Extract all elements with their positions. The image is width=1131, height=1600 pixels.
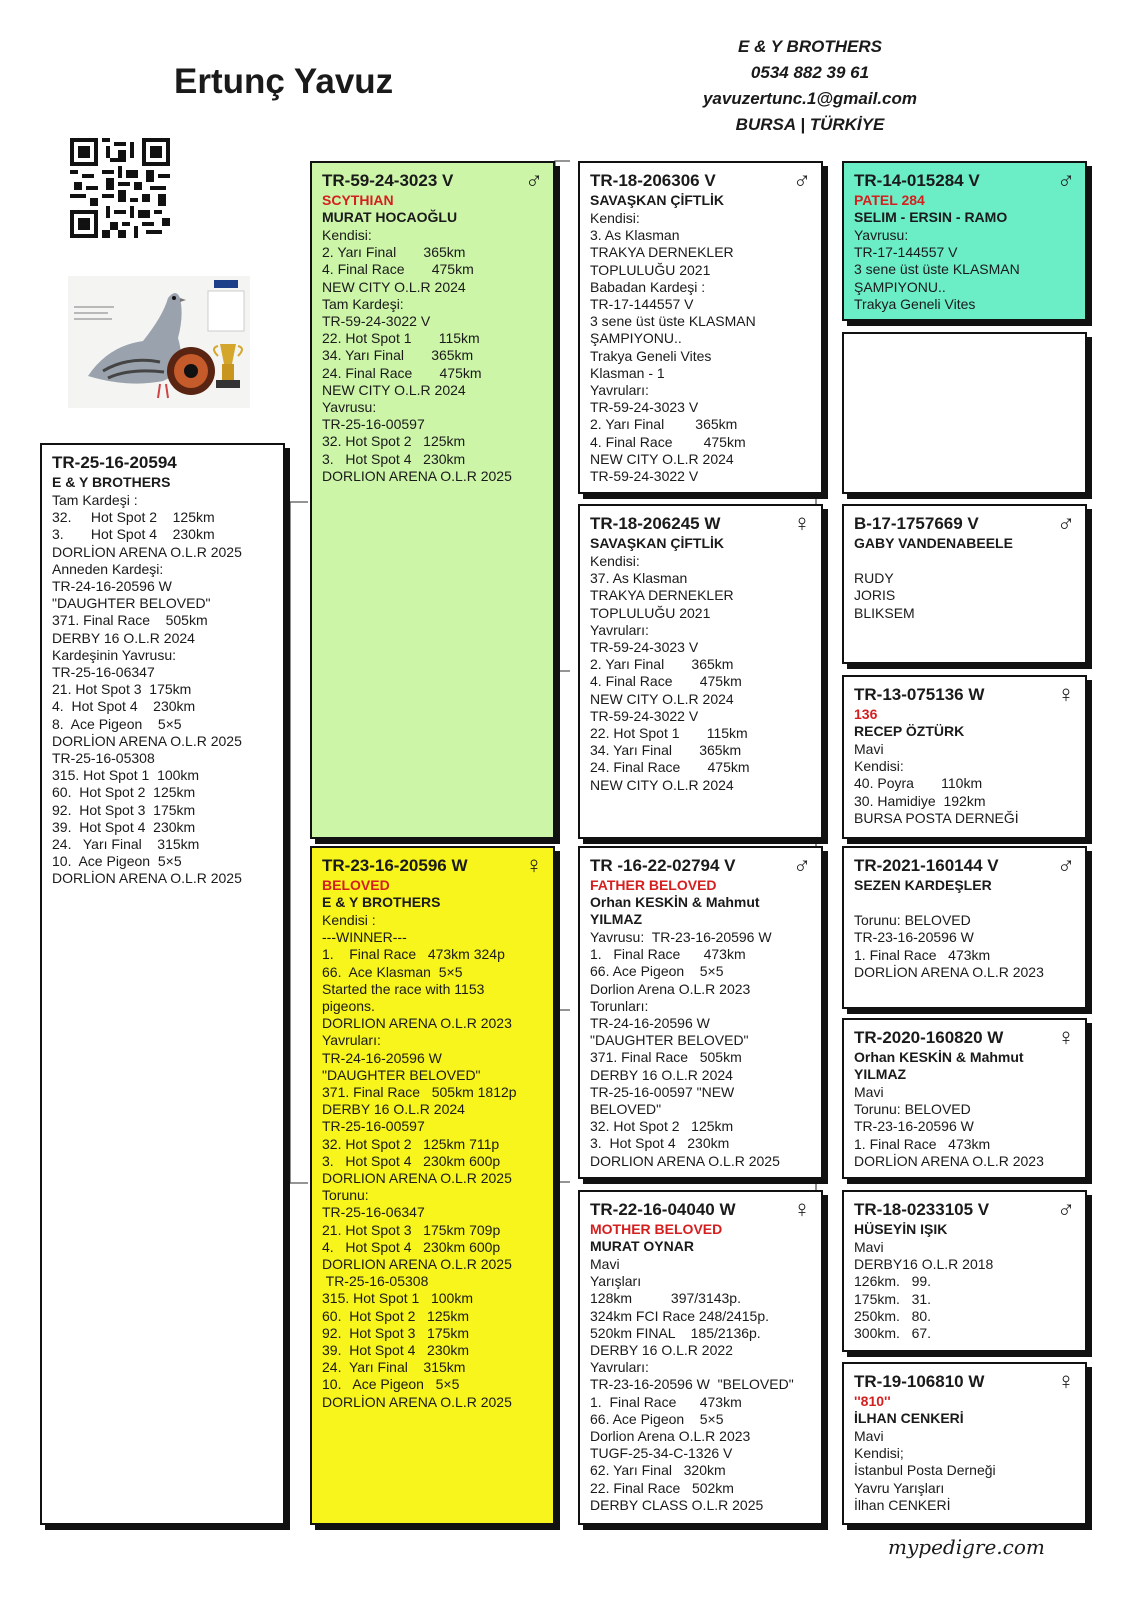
breeder: E & Y BROTHERS (322, 894, 441, 910)
ring-number: TR-18-206306 V (590, 171, 716, 190)
breeder: Orhan KESKİN & Mahmut YILMAZ (590, 894, 760, 927)
sire-dam-card (578, 504, 823, 839)
female-symbol-icon: ♀ (1057, 681, 1075, 708)
dam-dam-dam-card (842, 1362, 1087, 1525)
male-symbol-icon: ♂ (793, 167, 811, 194)
female-symbol-icon: ♀ (793, 1196, 811, 1223)
pedigree-notes: Torunu: BELOVED TR-23-16-20596 W 1. Final Race 473km DORLİON ARENA O.L.R 2023 (854, 912, 1044, 980)
dam-card (310, 846, 555, 1525)
ring-number: TR -16-22-02794 V (590, 856, 736, 875)
ring-number: TR-25-16-20594 (52, 453, 177, 472)
sire-sire-dam-card (842, 332, 1087, 494)
dam-sire-card (578, 846, 823, 1179)
male-symbol-icon: ♂ (1057, 167, 1075, 194)
pigeon-name: FATHER BELOVED (590, 877, 717, 893)
location: BURSA | TÜRKİYE (735, 115, 885, 134)
female-symbol-icon: ♀ (525, 852, 543, 879)
dam-dam-sire-card (842, 1190, 1087, 1352)
ring-number: TR-14-015284 V (854, 171, 980, 190)
breeder: E & Y BROTHERS (52, 474, 171, 490)
sire-card (310, 161, 555, 839)
pedigree-notes: RUDY JORIS BLIKSEM (854, 570, 915, 621)
phone-number: 0534 882 39 61 (750, 63, 870, 82)
pigeon-name: 136 (854, 706, 878, 722)
sire-sire-card (578, 161, 823, 494)
breeder: SAVAŞKAN ÇİFTLİK (590, 535, 725, 551)
pedigree-notes: Yavrusu: TR-23-16-20596 W 1. Final Race 473km 66. Ace Pigeon 5×5 Dorlion Arena O.L.R 2023 Torunları: TR-24-16-20596 W "DAUGHTER BELOVED" 371. Final Race 505km DERBY 16 O.L.R 2024 TR-25-16-00597 "NEW BELOVED" 32. Hot Spot 2 125km 3. Hot Spot 4 230km DORLION ARENA O.L.R 2025 (590, 929, 780, 1169)
breeder: SAVAŞKAN ÇİFTLİK (590, 192, 725, 208)
pigeon-name: BELOVED (322, 877, 390, 893)
sire-sire-sire-card (842, 161, 1087, 321)
pedigree-notes: Kendisi: 37. As Klasman TRAKYA DERNEKLER TOPLULUĞU 2021 Yavruları: TR-59-24-3023 V 2. Yarı Final 365km 4. Final Race 475km NEW CITY O.L.R 2024 TR-59-24-3022 V 22. Hot Spot 1 115km 34. Yarı Final 365km 24. Final Race 475km NEW CITY O.L.R 2024 (590, 553, 750, 793)
ring-number: TR-22-16-04040 W (590, 1200, 736, 1219)
male-symbol-icon: ♂ (1057, 510, 1075, 537)
male-symbol-icon: ♂ (1057, 852, 1075, 879)
pedigree-notes: Mavi DERBY16 O.L.R 2018 126km. 99. 175km. 31. 250km. 80. 300km. 67. (854, 1239, 994, 1342)
ring-number: TR-19-106810 W (854, 1372, 985, 1391)
pedigree-notes: Tam Kardeşi : 32. Hot Spot 2 125km 3. Hot Spot 4 230km DORLİON ARENA O.L.R 2025 Anneden Kardeşi: TR-24-16-20596 W "DAUGHTER BELOVED" 371. Final Race 505km DERBY 16 O.L.R 2024 Kardeşinin Yavrusu: TR-25-16-06347 21. Hot Spot 3 175km 4. Hot Spot 4 230km 8. Ace Pigeon 5×5 DORLİON ARENA O.L.R 2025 TR-25-16-05308 315. Hot Spot 1 100km 60. Hot Spot 2 125km 92. Hot Spot 3 175km 39. Hot Spot 4 230km 24. Yarı Final 315km 10. Ace Pigeon 5×5 DORLİON ARENA O.L.R 2025 (52, 492, 242, 887)
breeder: HÜSEYİN IŞIK (854, 1221, 948, 1237)
pedigree-notes: Mavi Yarışları 128km 397/3143p. 324km FCI Race 248/2415p. 520km FINAL 185/2136p. DERBY 16 O.L.R 2022 Yavruları: TR-23-16-20596 W "BELOVED" 1. Final Race 473km 66. Ace Pigeon 5×5 Dorlion Arena O.L.R 2023 TUGF-25-34-C-1326 V 62. Yarı Final 320km 22. Final Race 502km DERBY CLASS O.L.R 2025 (590, 1256, 794, 1513)
breeder: GABY VANDENABEELE (854, 535, 1013, 551)
subject-card (40, 443, 285, 1525)
breeder: MURAT HOCAOĞLU (322, 209, 458, 225)
dam-dam-card (578, 1190, 823, 1525)
ring-number: TR-18-206245 W (590, 514, 721, 533)
male-symbol-icon: ♂ (525, 167, 543, 194)
owner-name: Ertunç Yavuz (174, 62, 394, 101)
pedigree-notes: Mavi Kendisi: 40. Poyra 110km 30. Hamidiye 192km BURSA POSTA DERNEĞİ (854, 741, 1019, 826)
ring-number: TR-2021-160144 V (854, 856, 999, 875)
pedigree-notes: Kendisi : ---WINNER--- 1. Final Race 473km 324p 66. Ace Klasman 5×5 Started the race with 1153 pigeons. DORLION ARENA O.L.R 2023 Yavruları: TR-24-16-20596 W "DAUGHTER BELOVED" 371. Final Race 505km 1812p DERBY 16 O.L.R 2024 TR-25-16-00597 32. Hot Spot 2 125km 711p 3. Hot Spot 4 230km 600p DORLION ARENA O.L.R 2025 Torunu: TR-25-16-06347 21. Hot Spot 3 175km 709p 4. Hot Spot 4 230km 600p DORLION ARENA O.L.R 2025 TR-25-16-05308 315. Hot Spot 1 100km 60. Hot Spot 2 125km 92. Hot Spot 3 175km 39. Hot Spot 4 230km 24. Yarı Final 315km 10. Ace Pigeon 5×5 DORLİON ARENA O.L.R 2025 (322, 912, 517, 1410)
male-symbol-icon: ♂ (793, 852, 811, 879)
ring-number: TR-18-0233105 V (854, 1200, 990, 1219)
pedigree-notes: Mavi Kendisi; İstanbul Posta Derneği Yavru Yarışları İlhan CENKERİ (854, 1428, 996, 1513)
site-logo-text: mypedigre.com (888, 1535, 1045, 1559)
ring-number: TR-13-075136 W (854, 685, 985, 704)
breeder: İLHAN CENKERİ (854, 1410, 964, 1426)
ring-number: TR-59-24-3023 V (322, 171, 454, 190)
sire-dam-dam-card (842, 675, 1087, 839)
breeder: SELIM - ERSIN - RAMO (854, 209, 1008, 225)
dam-sire-dam-card (842, 1018, 1087, 1179)
female-symbol-icon: ♀ (793, 510, 811, 537)
female-symbol-icon: ♀ (1057, 1368, 1075, 1395)
pedigree-notes: Yavrusu: TR-17-144557 V 3 sene üst üste KLASMAN ŞAMPIYONU.. Trakya Geneli Vites (854, 227, 1020, 312)
breeder: SEZEN KARDEŞLER (854, 877, 992, 893)
ring-number: TR-23-16-20596 W (322, 856, 468, 875)
pigeon-name: SCYTHIAN (322, 192, 394, 208)
sire-dam-sire-card (842, 504, 1087, 664)
dam-sire-sire-card (842, 846, 1087, 1009)
ring-number: TR-2020-160820 W (854, 1028, 1004, 1047)
pedigree-notes: Mavi Torunu: BELOVED TR-23-16-20596 W 1. Final Race 473km DORLİON ARENA O.L.R 2023 (854, 1084, 1044, 1169)
ring-number: B-17-1757669 V (854, 514, 979, 533)
pigeon-name: ''810'' (854, 1393, 891, 1409)
breeder: RECEP ÖZTÜRK (854, 723, 965, 739)
male-symbol-icon: ♂ (1057, 1196, 1075, 1223)
email-address: yavuzertunc.1@gmail.com (702, 89, 918, 108)
pigeon-name: MOTHER BELOVED (590, 1221, 723, 1237)
pedigree-notes: Kendisi: 3. As Klasman TRAKYA DERNEKLER TOPLULUĞU 2021 Babadan Kardeşi : TR-17-144557 V 3 sene üst üste KLASMAN ŞAMPIYONU.. Trakya Geneli Vites Klasman - 1 Yavruları: TR-59-24-3023 V 2. Yarı Final 365km 4. Final Race 475km NEW CITY O.L.R 2024 TR-59-24-3022 V (590, 210, 756, 485)
female-symbol-icon: ♀ (1057, 1024, 1075, 1051)
loft-name: E & Y BROTHERS (738, 37, 882, 56)
breeder: MURAT OYNAR (590, 1238, 694, 1254)
pedigree-notes: Kendisi: 2. Yarı Final 365km 4. Final Race 475km NEW CITY O.L.R 2024 Tam Kardeşi: TR-59-24-3022 V 22. Hot Spot 1 115km 34. Yarı Final 365km 24. Final Race 475km NEW CITY O.L.R 2024 Yavrusu: TR-25-16-00597 32. Hot Spot 2 125km 3. Hot Spot 4 230km DORLION ARENA O.L.R 2025 (322, 227, 512, 484)
breeder: Orhan KESKİN & Mahmut YILMAZ (854, 1049, 1024, 1082)
pigeon-name: PATEL 284 (854, 192, 925, 208)
